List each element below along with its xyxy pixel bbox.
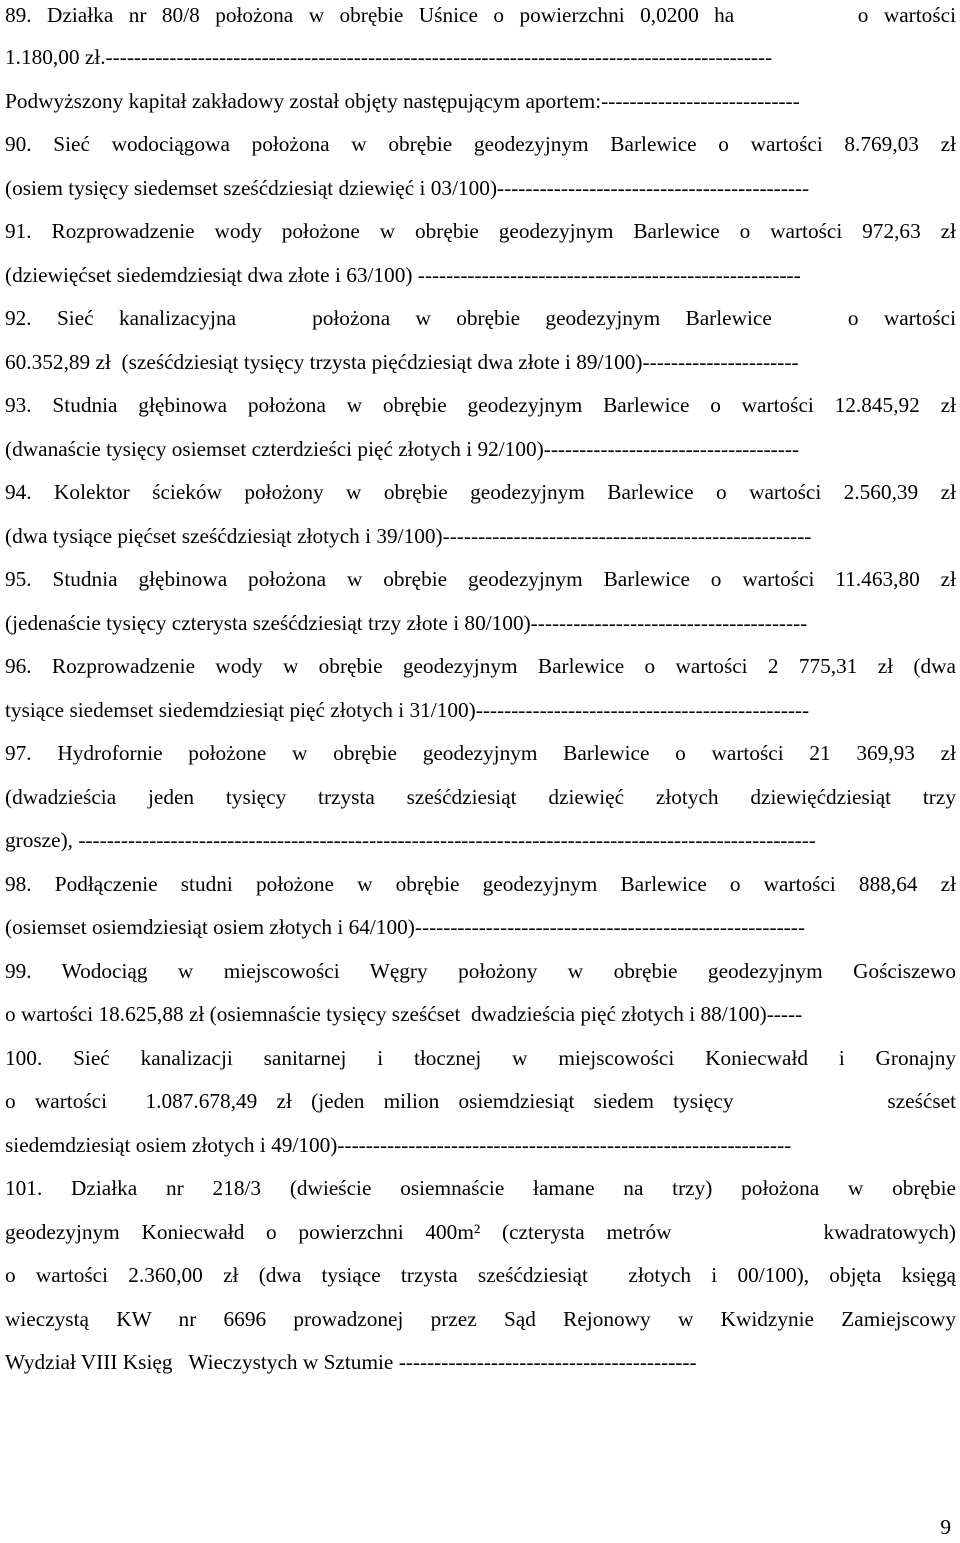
text-line-item-100: 100. Sieć kanalizacji sanitarnej i tłocznej w miejscowości Koniecwałd i Gronajny bbox=[5, 1046, 956, 1070]
text-line-item-96-cont: tysiące siedemset siedemdziesiąt pięć złotych i 31/100)----------------------------------------------- bbox=[5, 698, 810, 722]
text-line-item-96: 96. Rozprowadzenie wody w obrębie geodezyjnym Barlewice o wartości 2 775,31 zł (dwa bbox=[5, 654, 956, 678]
text-line-item-91: 91. Rozprowadzenie wody położone w obrębie geodezyjnym Barlewice o wartości 972,63 zł bbox=[5, 219, 956, 243]
text-line-item-92-cont: 60.352,89 zł (sześćdziesiąt tysięcy trzysta pięćdziesiąt dwa złote i 89/100)---------------------- bbox=[5, 350, 799, 374]
text-line-item-95-cont: (jedenaście tysięcy czterysta sześćdziesiąt trzy złote i 80/100)--------------------------------------- bbox=[5, 611, 808, 635]
page-number: 9 bbox=[940, 1515, 951, 1539]
text-line-item-89-cont: 1.180,00 zł.---------------------------------------------------------------------------------------------- bbox=[5, 45, 773, 69]
text-line-item-89: 89. Działka nr 80/8 położona w obrębie Uśnice o powierzchni 0,0200 ha o wartości bbox=[5, 3, 956, 27]
text-line-item-97: 97. Hydrofornie położone w obrębie geodezyjnym Barlewice o wartości 21 369,93 zł bbox=[5, 741, 956, 765]
document-page bbox=[5, 0, 956, 1543]
text-line-item-98: 98. Podłączenie studni położone w obrębie geodezyjnym Barlewice o wartości 888,64 zł bbox=[5, 872, 956, 896]
text-line-item-97-cont: (dwadzieścia jeden tysięcy trzysta sześćdziesiąt dziewięć złotych dziewięćdziesiąt trzy bbox=[5, 785, 956, 809]
text-line-item-101-value: o wartości 2.360,00 zł (dwa tysiące trzysta sześćdziesiąt złotych i 00/100), objęta księgą bbox=[5, 1263, 956, 1287]
text-line-item-99: 99. Wodociąg w miejscowości Węgry położony w obrębie geodezyjnym Gościszewo bbox=[5, 959, 956, 983]
text-line-item-92: 92. Sieć kanalizacyjna położona w obrębie geodezyjnym Barlewice o wartości bbox=[5, 306, 956, 330]
text-line-item-101: 101. Działka nr 218/3 (dwieście osiemnaście łamane na trzy) położona w obrębie bbox=[5, 1176, 956, 1200]
text-line-item-101-kw: wieczystą KW nr 6696 prowadzonej przez Sąd Rejonowy w Kwidzynie Zamiejscowy bbox=[5, 1307, 956, 1331]
text-line-item-100-end: siedemdziesiąt osiem złotych i 49/100)---------------------------------------------------------------- bbox=[5, 1133, 792, 1157]
text-line-item-97-end: grosze), -------------------------------------------------------------------------------------------------------- bbox=[5, 828, 816, 852]
text-line-aport-intro: Podwyższony kapitał zakładowy został objęty następującym aportem:---------------------------- bbox=[5, 89, 800, 113]
text-line-item-101-end: Wydział VIII Księg Wieczystych w Sztumie ------------------------------------------ bbox=[5, 1350, 697, 1374]
text-line-item-94-cont: (dwa tysiące pięćset sześćdziesiąt złotych i 39/100)---------------------------------------------------- bbox=[5, 524, 812, 548]
text-line-item-90: 90. Sieć wodociągowa położona w obrębie geodezyjnym Barlewice o wartości 8.769,03 zł bbox=[5, 132, 956, 156]
text-line-item-94: 94. Kolektor ścieków położony w obrębie geodezyjnym Barlewice o wartości 2.560,39 zł bbox=[5, 480, 956, 504]
text-line-item-101-cont: geodezyjnym Koniecwałd o powierzchni 400m² (czterysta metrów kwadratowych) bbox=[5, 1220, 956, 1244]
text-line-item-91-cont: (dziewięćset siedemdziesiąt dwa złote i 63/100) ------------------------------------------------------ bbox=[5, 263, 801, 287]
text-line-item-93: 93. Studnia głębinowa położona w obrębie geodezyjnym Barlewice o wartości 12.845,92 zł bbox=[5, 393, 956, 417]
text-line-item-93-cont: (dwanaście tysięcy osiemset czterdzieści pięć złotych i 92/100)------------------------------------ bbox=[5, 437, 800, 461]
text-line-item-90-cont: (osiem tysięcy siedemset sześćdziesiąt dziewięć i 03/100)-------------------------------------------- bbox=[5, 176, 810, 200]
text-line-item-100-cont: o wartości 1.087.678,49 zł (jeden milion osiemdziesiąt siedem tysięcy sześćset bbox=[5, 1089, 956, 1113]
text-line-item-98-cont: (osiemset osiemdziesiąt osiem złotych i 64/100)------------------------------------------------------- bbox=[5, 915, 805, 939]
text-line-item-99-cont: o wartości 18.625,88 zł (osiemnaście tysięcy sześćset dwadzieścia pięć złotych i 88/100)----- bbox=[5, 1002, 803, 1026]
text-line-item-95: 95. Studnia głębinowa położona w obrębie geodezyjnym Barlewice o wartości 11.463,80 zł bbox=[5, 567, 956, 591]
